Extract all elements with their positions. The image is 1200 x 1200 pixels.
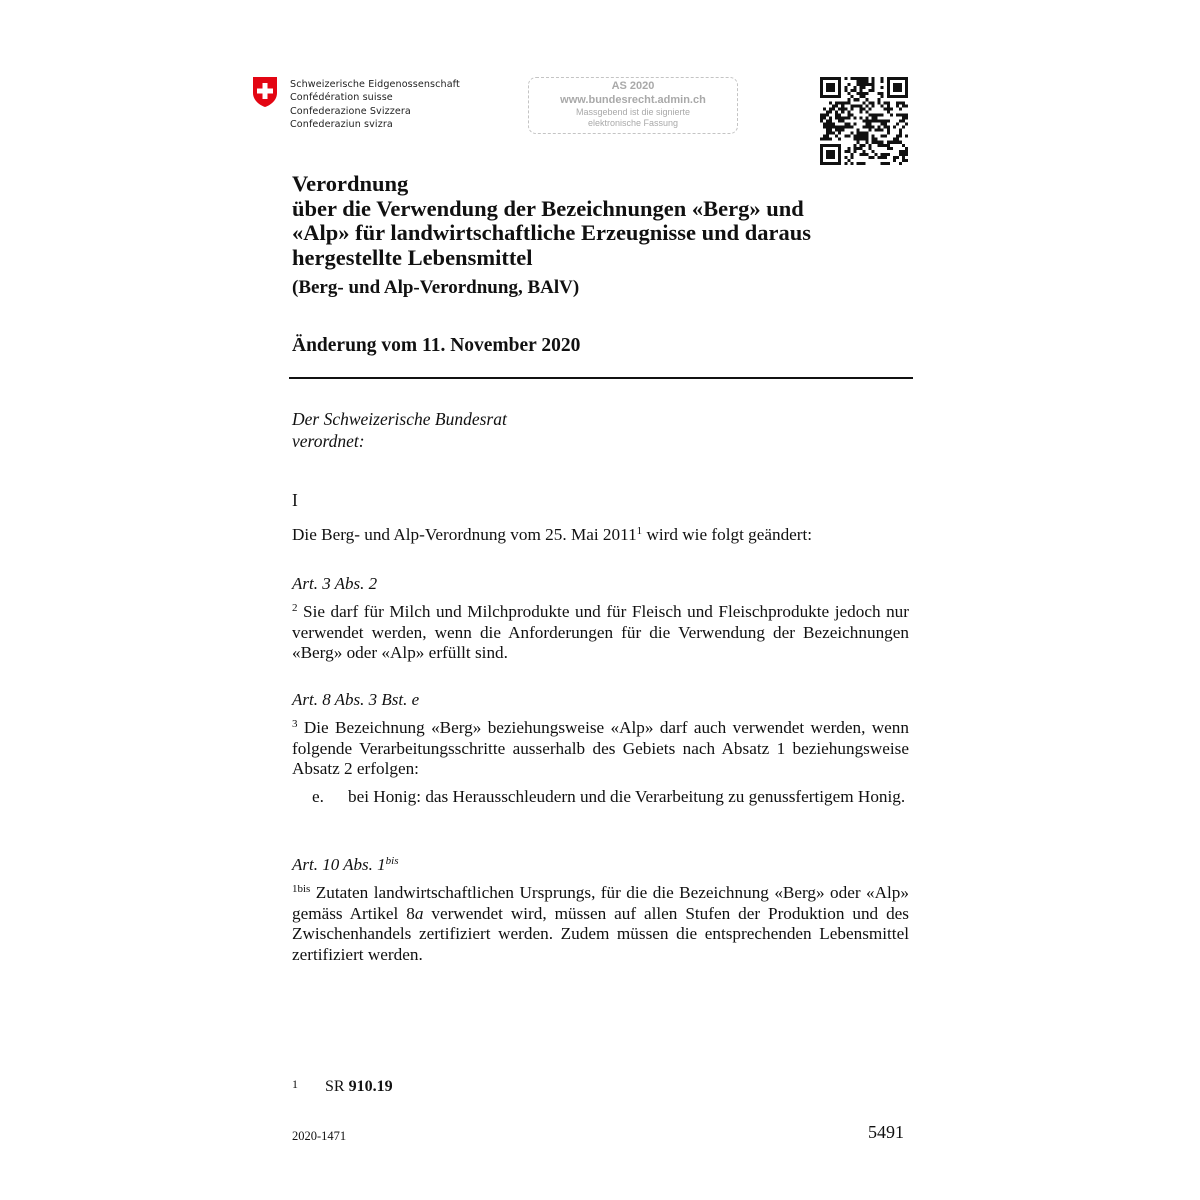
article-heading-art10 <box>292 855 399 875</box>
article-heading-art3: Art. 3 Abs. 2 <box>292 574 378 593</box>
footnote-reference: 1 <box>636 525 643 537</box>
stamp-url: www.bundesrecht.admin.ch <box>560 94 706 106</box>
article-paragraph-art8 <box>292 718 909 780</box>
footnote <box>292 1077 393 1096</box>
footnote-ref: 910.19 <box>348 1078 393 1095</box>
title-line-3: «Alp» für landwirtschaftliche Erzeugnisse und daraus <box>292 220 812 245</box>
footnote-number: 1 <box>292 1077 298 1091</box>
agency-line-rm: Confederaziun svizra <box>290 119 393 131</box>
intro-text-end: wird wie folgt geändert: <box>642 525 813 544</box>
article-paragraph-art10 <box>292 883 909 965</box>
preamble-verb: verordnet: <box>292 431 365 451</box>
title-line-1: Verordnung <box>292 171 409 196</box>
article-heading-text: Art. 10 Abs. 1 <box>292 855 386 874</box>
stamp-collection: AS 2020 <box>611 80 655 92</box>
paragraph-text: Sie darf für Milch und Milchprodukte und für Fleisch und Fleischprodukte jedoch nur verwendet werden, wenn die Anforderungen für die Verwendung der Bezeichnungen «Berg» oder «Alp» erfüllt sind. <box>292 602 909 662</box>
agency-name <box>290 78 460 132</box>
page-number: 5491 <box>868 1122 904 1142</box>
title-line-4: hergestellte Lebensmittel <box>292 244 533 270</box>
intro-paragraph <box>292 525 812 546</box>
paragraph-text: Zutaten landwirtschaftlichen Ursprungs, für die die Bezeichnung «Berg» oder «Alp» gemäss Artikel 8 <box>292 883 909 923</box>
document-title <box>292 172 811 270</box>
list-item-text: bei Honig: das Herausschleudern und die Verarbeitung zu genussfertigem Honig. <box>348 787 906 806</box>
paragraph-text-end: verwendet wird, müssen auf allen Stufen der Produktion und des Zwischenhandels zertifiziert werden. Zudem müssen die entsprechenden Lebensmittel zertifiziert werden. <box>292 903 909 964</box>
stamp-note-2: elektronische Fassung <box>587 118 679 128</box>
preamble <box>292 408 507 452</box>
paragraph-text-italic: a <box>414 903 424 923</box>
amendment-date: Änderung vom 11. November 2020 <box>292 335 581 356</box>
paragraph-text: Die Bezeichnung «Berg» beziehungsweise «Alp» darf auch verwendet werden, wenn folgende Verarbeitungsschritte ausserhalb des Gebiets nach Absatz 1 beziehungsweise Absatz 2 erfolgen: <box>292 718 909 778</box>
stamp-note-1: Massgebend ist die signierte <box>575 107 691 117</box>
article-heading-art8: Art. 8 Abs. 3 Bst. e <box>292 690 420 709</box>
qr-code-icon <box>820 77 908 165</box>
footnote-prefix: SR <box>325 1078 349 1095</box>
title-divider <box>289 377 913 379</box>
preamble-issuer: Der Schweizerische Bundesrat <box>292 409 507 429</box>
list-item-letter: e. <box>312 787 324 806</box>
intro-text: Die Berg- und Alp-Verordnung vom 25. Mai 2011 <box>292 525 637 544</box>
agency-line-fr: Confédération suisse <box>290 92 393 104</box>
article-heading-sup: bis <box>385 855 399 867</box>
list-item <box>312 787 909 808</box>
paragraph-number: 3 <box>292 718 298 730</box>
short-title: (Berg- und Alp-Verordnung, BAlV) <box>292 277 580 298</box>
title-line-2: über die Verwendung der Bezeichnungen «Berg» und <box>292 195 804 221</box>
swiss-coat-of-arms-icon <box>252 76 278 108</box>
article-paragraph-art3 <box>292 602 909 664</box>
paragraph-number: 1bis <box>292 883 311 895</box>
paragraph-number: 2 <box>292 602 298 614</box>
section-number: I <box>292 490 298 510</box>
agency-line-de: Schweizerische Eidgenossenschaft <box>290 79 460 90</box>
agency-line-it: Confederazione Svizzera <box>290 105 411 117</box>
publication-stamp <box>528 77 738 134</box>
document-id: 2020-1471 <box>292 1129 347 1143</box>
